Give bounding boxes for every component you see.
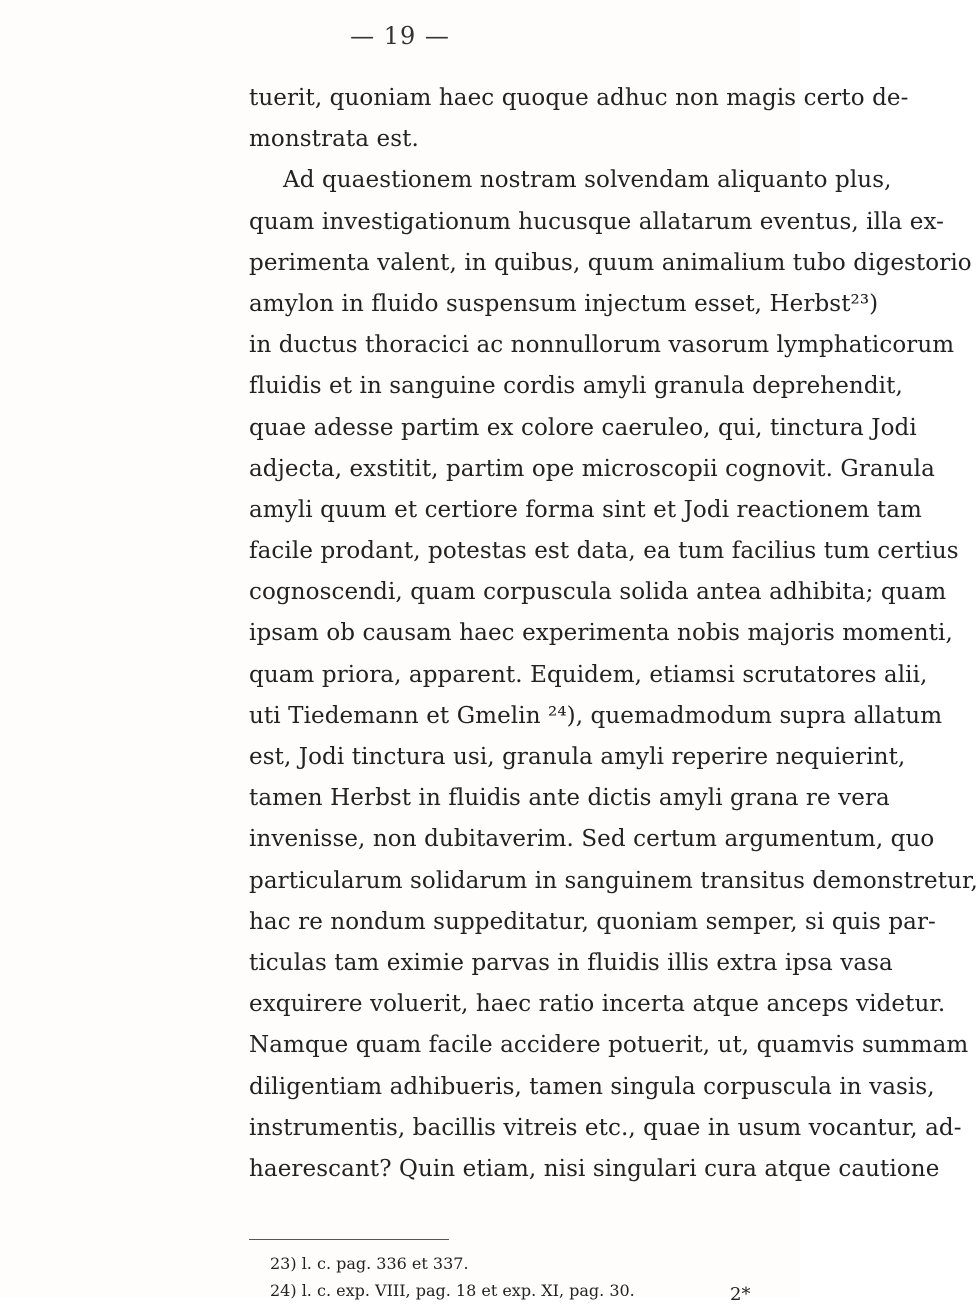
- signature-mark: 2*: [730, 1284, 751, 1305]
- body-text: [249, 78, 978, 1190]
- text-line: adjecta, exstitit, partim ope microscopii cognovit. Granula: [249, 455, 935, 482]
- text-line: amyli quum et certiore forma sint et Jodi reactionem tam: [249, 496, 922, 523]
- text-line: haerescant? Quin etiam, nisi singulari cura atque cautione: [249, 1155, 940, 1182]
- text-line: fluidis et in sanguine cordis amyli granula deprehendit,: [249, 373, 903, 400]
- text-line: quam investigationum hucusque allatarum eventus, illa ex-: [249, 208, 945, 235]
- text-line: tuerit, quoniam haec quoque adhuc non magis certo de-: [249, 85, 909, 111]
- footnote: 24) l. c. exp. VIII, pag. 18 et exp. XI, pag. 30.: [270, 1281, 635, 1300]
- footnote-separator: [249, 1239, 449, 1240]
- text-line: Ad quaestionem nostram solvendam aliquanto plus,: [283, 167, 892, 194]
- text-line: est, Jodi tinctura usi, granula amyli reperire nequierint,: [249, 744, 906, 770]
- text-line: Namque quam facile accidere potuerit, ut, quamvis summam: [249, 1032, 969, 1059]
- text-line: amylon in fluido suspensum injectum esset, Herbst²³): [249, 290, 879, 317]
- text-line: perimenta valent, in quibus, quum animalium tubo digestorio: [249, 249, 972, 276]
- text-line: diligentiam adhibueris, tamen singula corpuscula in vasis,: [249, 1073, 935, 1100]
- text-line: tamen Herbst in fluidis ante dictis amyli grana re vera: [249, 785, 890, 812]
- text-line: facile prodant, potestas est data, ea tum facilius tum certius: [249, 538, 959, 565]
- text-line: instrumentis, bacillis vitreis etc., quae in usum vocantur, ad-: [249, 1114, 962, 1141]
- page-number-header: — 19 —: [350, 22, 450, 50]
- text-line: quae adesse partim ex colore caeruleo, qui, tinctura Jodi: [249, 414, 917, 441]
- footnotes: [270, 1250, 790, 1304]
- text-line: monstrata est.: [249, 126, 419, 153]
- text-line: ticulas tam eximie parvas in fluidis illis extra ipsa vasa: [249, 949, 893, 976]
- text-line: cognoscendi, quam corpuscula solida antea adhibita; quam: [249, 579, 947, 606]
- text-line: in ductus thoracici ac nonnullorum vasorum lymphaticorum: [249, 332, 955, 359]
- text-line: quam priora, apparent. Equidem, etiamsi scrutatores alii,: [249, 661, 928, 688]
- text-line: exquirere voluerit, haec ratio incerta atque anceps videtur.: [249, 991, 946, 1018]
- text-line: hac re nondum suppeditatur, quoniam semper, si quis par-: [249, 908, 936, 935]
- footnote: 23) l. c. pag. 336 et 337.: [270, 1254, 469, 1273]
- text-line: ipsam ob causam haec experimenta nobis majoris momenti,: [249, 620, 953, 647]
- text-line: invenisse, non dubitaverim. Sed certum argumentum, quo: [249, 826, 935, 853]
- text-line: particularum solidarum in sanguinem transitus demonstretur,: [249, 867, 978, 894]
- text-line: uti Tiedemann et Gmelin ²⁴), quemadmodum supra allatum: [249, 702, 943, 729]
